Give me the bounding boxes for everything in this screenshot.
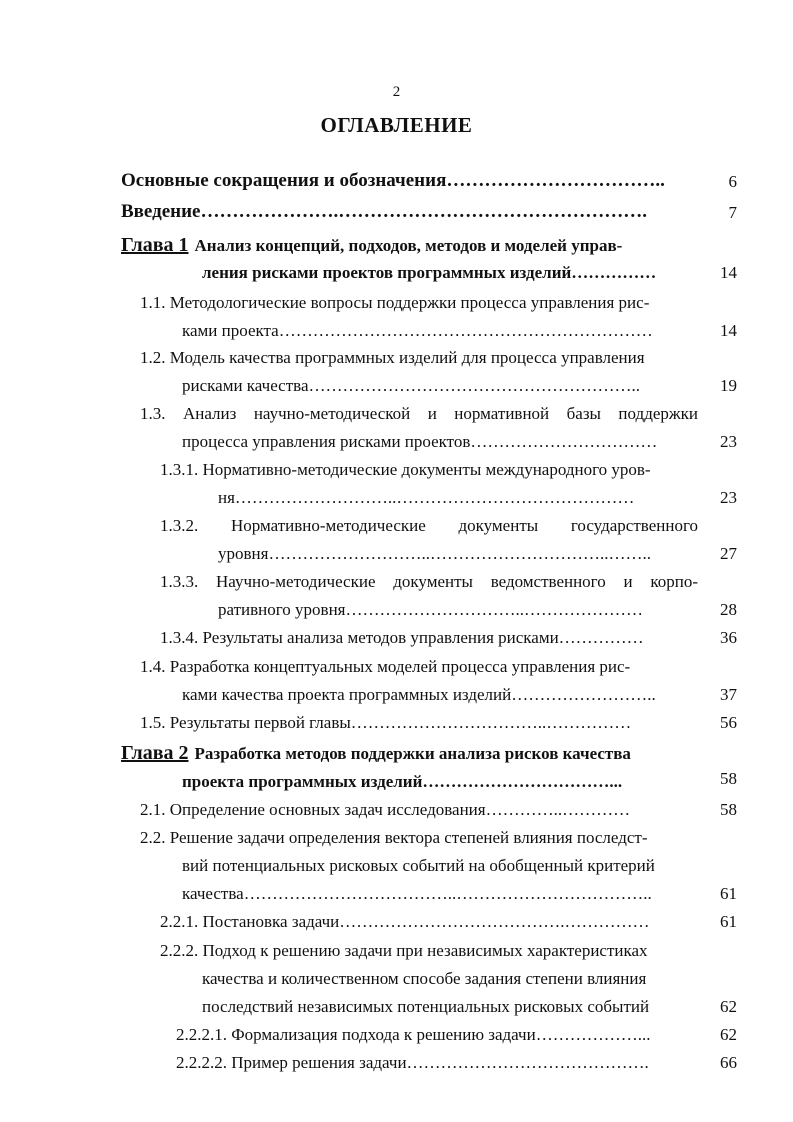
- toc-entry-2-2-2-line2: качества и количественном способе задания степени влияния: [202, 969, 647, 988]
- toc-page-chapter-1: 14: [720, 263, 737, 282]
- toc-entry-introduction: Введение………………….………………………………………….: [121, 201, 647, 222]
- toc-page-1-3-1: 23: [720, 488, 737, 507]
- toc-entry-1-2-line2: рисками качества…………………………………………………..: [182, 376, 641, 395]
- toc-entry-1-3-line1: 1.3. Анализ научно-методической и нормативной базы поддержки: [140, 404, 698, 423]
- toc-entry-1-4-line1: 1.4. Разработка концептуальных моделей процесса управления рис-: [140, 657, 631, 676]
- toc-entry-1-1-line2: ками проекта…………………………………………………………: [182, 321, 653, 340]
- toc-page-1-1: 14: [720, 321, 737, 340]
- toc-entry-1-1-line1: 1.1. Методологические вопросы поддержки процесса управления рис-: [140, 293, 650, 312]
- toc-page-1-2: 19: [720, 376, 737, 395]
- toc-entry-1-3-1-line2: ня………………………..……………………………………: [218, 488, 635, 507]
- toc-entry-2-2-2-2: 2.2.2.2. Пример решения задачи…………………………………….: [176, 1053, 649, 1072]
- toc-entry-2-2-1: 2.2.1. Постановка задачи………………………………….……………: [160, 912, 650, 931]
- toc-entry-2-2-2-1: 2.2.2.1. Формализация подхода к решению задачи………………...: [176, 1025, 651, 1044]
- toc-entry-2-2-line2: вий потенциальных рисковых событий на обобщенный критерий: [182, 856, 655, 875]
- toc-chapter-1-line1: [121, 234, 699, 257]
- toc-page-introduction: 7: [728, 203, 737, 222]
- toc-entry-1-2-line1: 1.2. Модель качества программных изделий для процесса управления: [140, 348, 645, 367]
- chapter-2-label: Глава 2: [121, 742, 189, 764]
- toc-page-1-5: 56: [720, 713, 737, 732]
- toc-entry-1-3-3-line2: ративного уровня…………………………..…………………: [218, 600, 643, 619]
- toc-entry-1-5: 1.5. Результаты первой главы……………………………..……………: [140, 713, 632, 732]
- toc-page-2-2-1: 61: [720, 912, 737, 931]
- toc-page-1-3: 23: [720, 432, 737, 451]
- toc-page-2-2: 61: [720, 884, 737, 903]
- toc-entry-abbreviations: Основные сокращения и обозначения……………………………..: [121, 170, 665, 191]
- page-title: ОГЛАВЛЕНИЕ: [320, 113, 473, 137]
- toc-page-2-2-2-1: 62: [720, 1025, 737, 1044]
- toc-page-1-3-4: 36: [720, 628, 737, 647]
- toc-page-1-3-2: 27: [720, 544, 737, 563]
- toc-entry-1-3-2-line2: уровня………………………..…………………………..……..: [218, 544, 651, 563]
- page-number: 2: [392, 84, 401, 100]
- toc-entry-1-3-1-line1: 1.3.1. Нормативно-методические документы международного уров-: [160, 460, 651, 479]
- toc-page-1-4: 37: [720, 685, 737, 704]
- toc-chapter-2-line1: [121, 742, 699, 765]
- toc-entry-1-3-4: 1.3.4. Результаты анализа методов управления рисками……………: [160, 628, 644, 647]
- toc-entry-1-4-line2: ками качества проекта программных изделий……………………..: [182, 685, 656, 704]
- toc-page-2-1: 58: [720, 800, 737, 819]
- toc-page-2-2-2: 62: [720, 997, 737, 1016]
- chapter-1-label: Глава 1: [121, 234, 189, 256]
- toc-entry-1-3-2-line1: 1.3.2. Нормативно-методические документы государственного: [160, 516, 698, 535]
- toc-chapter-1-line2: ления рисками проектов программных изделий……………: [202, 263, 657, 282]
- toc-entry-2-2-line1: 2.2. Решение задачи определения вектора степеней влияния последст-: [140, 828, 648, 847]
- toc-entry-2-1: 2.1. Определение основных задач исследования…………..…………: [140, 800, 631, 819]
- toc-chapter-2-line2: проекта программных изделий……………………………...: [182, 772, 623, 791]
- toc-entry-2-2-line3: качества………………………………..……………………………..: [182, 884, 652, 903]
- toc-entry-1-3-line2: процесса управления рисками проектов……………………………: [182, 432, 658, 451]
- toc-page-2-2-2-2: 66: [720, 1053, 737, 1072]
- chapter-2-title: Разработка методов поддержки анализа рисков качества: [194, 744, 631, 763]
- toc-page-chapter-2: 58: [720, 769, 737, 788]
- toc-entry-2-2-2-line3: последствий независимых потенциальных рисковых событий: [202, 997, 650, 1016]
- toc-entry-1-3-3-line1: 1.3.3. Научно-методические документы ведомственного и корпо-: [160, 572, 698, 591]
- toc-entry-2-2-2-line1: 2.2.2. Подход к решению задачи при независимых характеристиках: [160, 941, 648, 960]
- toc-page-abbreviations: 6: [728, 172, 737, 191]
- chapter-1-title: Анализ концепций, подходов, методов и моделей управ-: [194, 236, 623, 255]
- toc-page-1-3-3: 28: [720, 600, 737, 619]
